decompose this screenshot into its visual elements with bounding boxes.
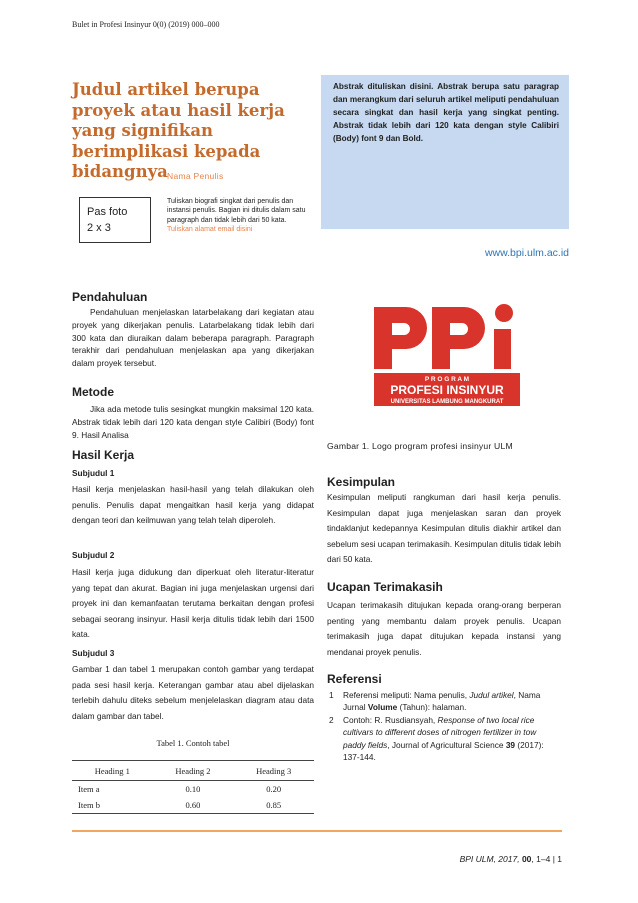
logo-univ-text: UNIVERSITAS LAMBUNG MANGKURAT <box>390 399 504 405</box>
table-row <box>72 781 314 798</box>
photo-placeholder <box>79 197 151 243</box>
footer-pages: , 1–4 | 1 <box>531 854 562 864</box>
table-caption: Tabel 1. Contoh tabel <box>156 738 230 748</box>
table-cell: 0.85 <box>233 797 314 814</box>
ppi-logo <box>366 293 528 409</box>
reference-number: 1 <box>329 690 334 700</box>
reference-text: (2017): 137-144. <box>343 739 544 763</box>
subjudul-2-text: Hasil kerja juga didukung dan diperkuat oleh literatur-literatur yang tepat dan akurat. Bagian ini juga menjelaskan urgensi dari proyek ini dan kemanfaatan terutama berkaitan dengan profesi sebagai seorang insinyur. Hasil kerja ditulis tidak lebih dari 1500 kata. <box>72 567 314 639</box>
reference-volume: Volume <box>367 702 398 713</box>
ucapan-text: Ucapan terimakasih ditujukan kepada orang-orang berperan penting yang membantu dalam proyek penulis. Ucapan terimakasih juga dapat ditujukan kepada instansi yang mendanai proyek penulis. <box>327 600 561 657</box>
reference-number: 2 <box>329 714 334 725</box>
reference-text: , Nama Jurnal <box>343 690 541 713</box>
table-row <box>72 797 314 814</box>
email-placeholder: Tuliskan alamat email disini <box>167 226 253 234</box>
subjudul-1-title: Subjudul 1 <box>72 468 115 478</box>
reference-list <box>327 689 561 763</box>
metode-text: Jika ada metode tulis sesingkat mungkin maksimal 120 kata. Abstrak tidak lebih dari 120 kata dengan style Calibiri (Body) font 9. Hasil Analisa <box>72 404 314 440</box>
reference-text: Contoh: R. Rusdiansyah, <box>343 714 438 725</box>
subjudul-3-text: Gambar 1 dan tabel 1 merupakan contoh gambar yang terdapat pada sesi hasil kerja. Keterangan gambar atau abel dijelaskan terlebih dahulu diteks sebelum menjelelaskan diagram atau data dalam gambar dan tabel. <box>72 664 314 721</box>
reference-title: Judul artikel <box>469 690 514 700</box>
footer-volume: 00 <box>521 854 532 864</box>
subjudul-1-text: Hasil kerja menjelaskan hasil-hasil yang telah dilakukan oleh penulis. Penulis dapat mengaitkan hasil kerja yang didapat dengan teori dan keilmuwan yang telah telah diperoleh. <box>72 484 314 525</box>
reference-text: , Journal of Agricultural Science <box>387 739 506 750</box>
pendahuluan-text: Pendahuluan menjelaskan latarbelakang dari kegiatan atau proyek yang dikerjakan penulis. Latarbelakang tidak lebih dari 300 kata dan diuraikan dalam beberapa paragraph. Paragraph terakhir dari pendahuluan menjelaskan apa yang dikerjakan dalam proyek tersebut. <box>72 307 314 369</box>
author-name: Nama Penulis <box>167 171 224 181</box>
table-cell: Item a <box>78 784 100 794</box>
reference-item <box>327 714 561 764</box>
photo-label-line1: Pas foto <box>87 206 128 218</box>
reference-volume: 39 <box>505 739 516 750</box>
article-title: Judul artikel berupa proyek atau hasil kerja yang signifikan berimplikasi kepada bidangnya <box>72 80 285 181</box>
section-kesimpulan-title: Kesimpulan <box>327 475 396 489</box>
table-cell: 0.10 <box>185 784 201 794</box>
table-header: Heading 2 <box>153 761 234 781</box>
section-ucapan-title: Ucapan Terimakasih <box>327 580 443 594</box>
section-referensi-title: Referensi <box>327 672 382 686</box>
table-header: Heading 3 <box>233 761 314 781</box>
table-header: Heading 1 <box>72 761 153 781</box>
footer-divider <box>72 830 562 832</box>
section-hasil-title: Hasil Kerja <box>72 448 135 462</box>
author-biography <box>167 197 313 235</box>
abstract-text: Abstrak dituliskan disini. Abstrak berupa satu paragrap dan merangkum dari seluruh artikel meliputi pendahuluan secara singkat dan hasil kerja yang singkat penting. Abstrak tidak lebih dari 120 kata dengan style Calibiri (Body) font 9 dan Bold. <box>333 82 559 143</box>
bio-text: Tuliskan biografi singkat dari penulis dan instansi penulis. Bagian ini ditulis dalam satu paragraph dan tidak lebih dari 50 kata. <box>167 198 306 224</box>
table-cell: Item b <box>72 797 153 814</box>
footer-journal: BPI ULM, 2017, <box>459 854 522 864</box>
reference-title: Response of two local rice cultivars to different doses of nitrogen fertilizer in tow paddy fields <box>343 714 537 750</box>
photo-label-line2: 2 x 3 <box>87 222 111 234</box>
table-header-row <box>72 761 314 781</box>
example-table <box>72 760 314 814</box>
page-footer <box>460 854 562 864</box>
section-pendahuluan-title: Pendahuluan <box>72 290 148 304</box>
logo-profesi-text: PROFESI INSINYUR <box>390 383 504 397</box>
subjudul-2-title: Subjudul 2 <box>72 550 115 560</box>
reference-text: (Tahun): halaman. <box>397 702 467 713</box>
subjudul-3-title: Subjudul 3 <box>72 648 115 658</box>
website-link[interactable]: www.bpi.ulm.ac.id <box>484 247 569 259</box>
table-cell: 0.60 <box>153 797 234 814</box>
journal-header: Bulet in Profesi Insinyur 0(0) (2019) 000–000 <box>72 20 220 29</box>
logo-program-text: P R O G R A M <box>424 376 470 383</box>
abstract-box <box>321 75 569 229</box>
reference-item <box>327 689 561 714</box>
section-metode-title: Metode <box>72 385 114 399</box>
reference-text: Referensi meliputi: Nama penulis, <box>343 690 470 700</box>
figure-caption: Gambar 1. Logo program profesi insinyur ULM <box>327 441 513 451</box>
kesimpulan-text: Kesimpulan meliputi rangkuman dari hasil kerja penulis. Kesimpulan dapat juga menjelaskan saran dan proyek tindaklanjut kedepannya Kesimpulan ditulis diakhir artikel dan sebelum sesi ucapan terimakasih. Kesimpulan ditulis tidak lebih dari 50 kata. <box>327 492 561 564</box>
table-cell: 0.20 <box>266 784 282 794</box>
